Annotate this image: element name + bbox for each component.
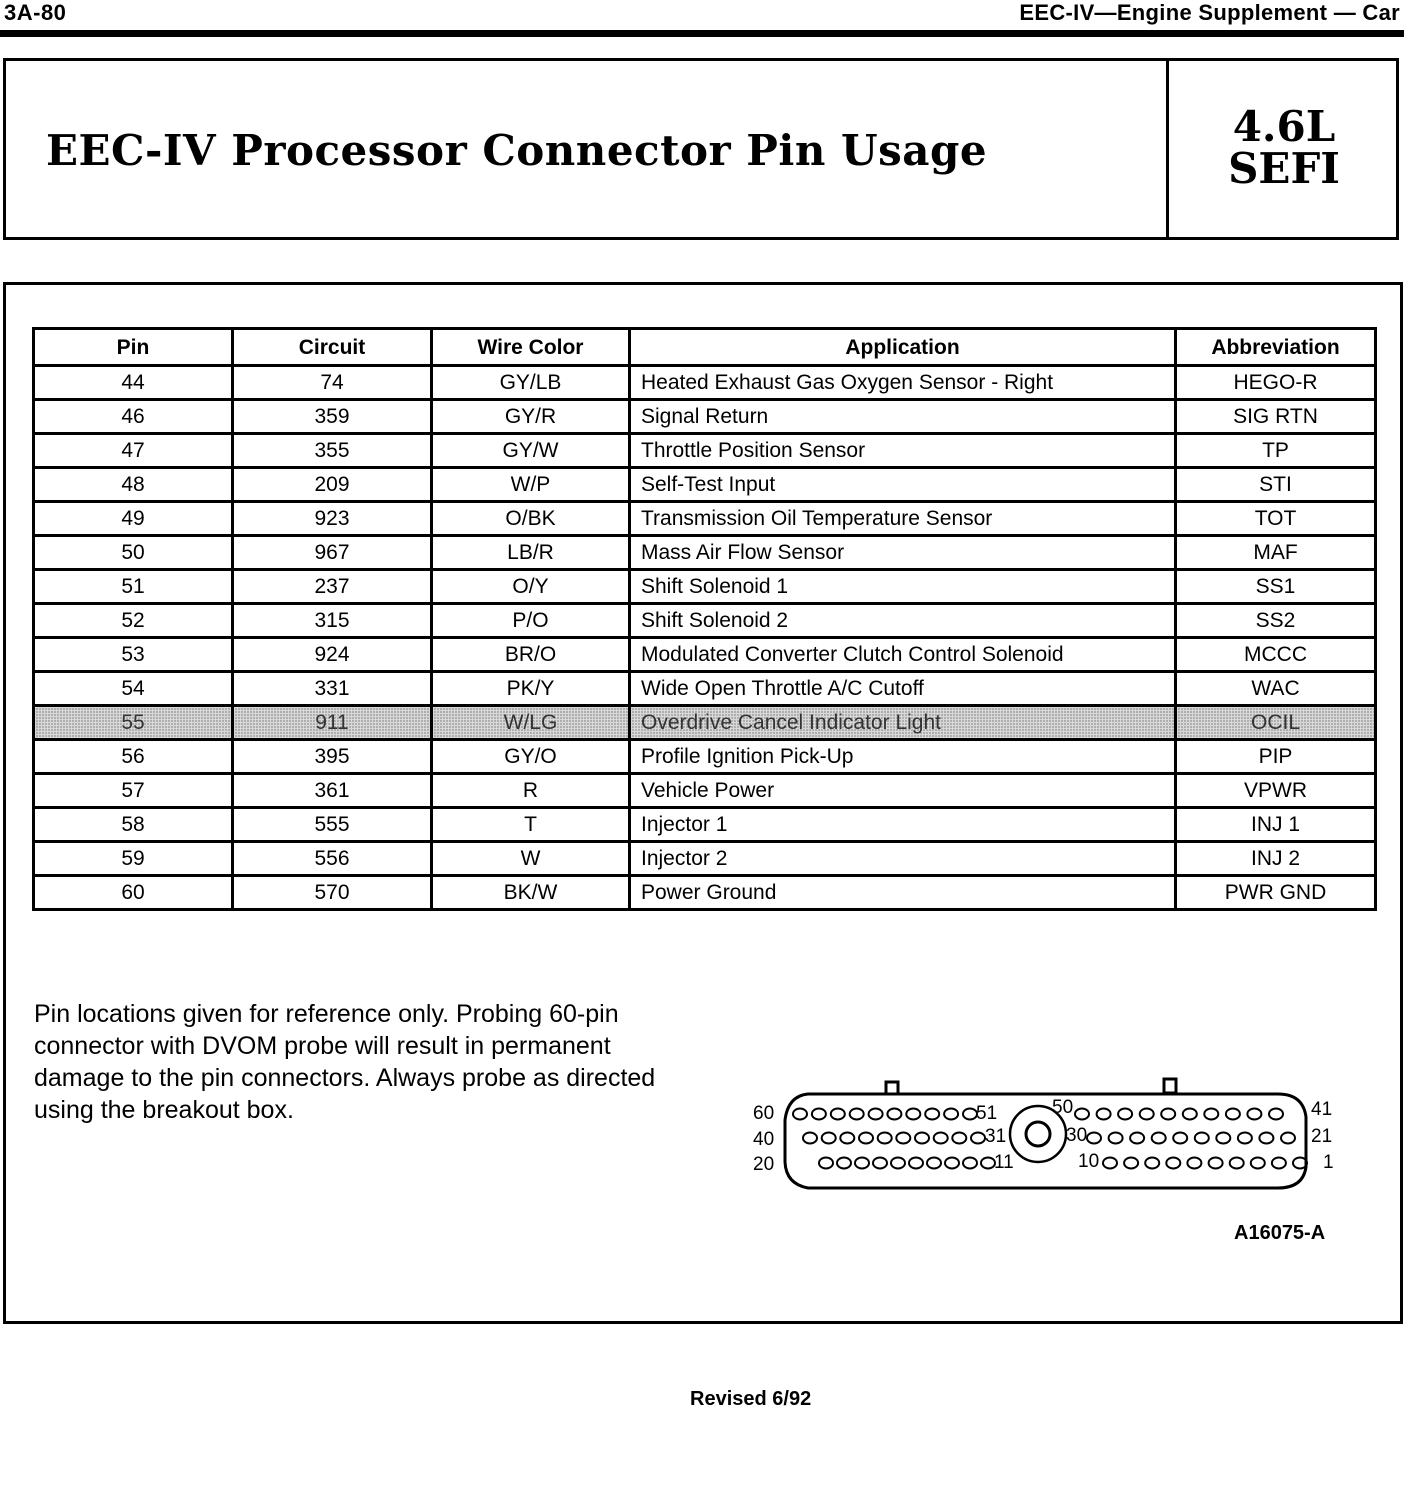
connector-label-40: 40 xyxy=(753,1129,775,1150)
engine-type: SEFI xyxy=(1228,144,1340,193)
pin-hole xyxy=(891,1158,905,1169)
pin-hole xyxy=(1087,1133,1101,1144)
cell-abbreviation: HEGO-R xyxy=(1176,366,1376,400)
page-title: EEC-IV Processor Connector Pin Usage xyxy=(46,126,988,175)
cell-abbreviation: INJ 2 xyxy=(1176,842,1376,876)
cell-pin: 52 xyxy=(34,604,233,638)
pin-hole xyxy=(1173,1133,1187,1144)
connector-label-21: 21 xyxy=(1311,1126,1333,1147)
header-rule xyxy=(0,30,1404,37)
column-header-application: Application xyxy=(630,329,1176,366)
pin-hole xyxy=(859,1133,873,1144)
cell-circuit: 355 xyxy=(233,434,432,468)
pin-hole xyxy=(873,1158,887,1169)
cell-application: Signal Return xyxy=(630,400,1176,434)
pin-hole xyxy=(831,1109,845,1120)
cell-circuit: 315 xyxy=(233,604,432,638)
cell-circuit: 911 xyxy=(233,706,432,740)
cell-wire-color: O/Y xyxy=(432,570,630,604)
pin-hole xyxy=(934,1133,948,1144)
cell-pin: 44 xyxy=(34,366,233,400)
pin-hole xyxy=(1230,1158,1244,1169)
pin-hole xyxy=(1272,1158,1286,1169)
pin-hole xyxy=(1204,1109,1218,1120)
page-number: 3A-80 xyxy=(4,0,67,25)
table-row xyxy=(34,366,1376,400)
pin-hole xyxy=(1109,1133,1123,1144)
cell-circuit: 209 xyxy=(233,468,432,502)
cell-abbreviation: PWR GND xyxy=(1176,876,1376,910)
connector-label-20: 20 xyxy=(753,1154,775,1175)
table-row xyxy=(34,842,1376,876)
pin-hole xyxy=(1226,1109,1240,1120)
table-row xyxy=(34,400,1376,434)
cell-application: Transmission Oil Temperature Sensor xyxy=(630,502,1176,536)
cell-application: Vehicle Power xyxy=(630,774,1176,808)
pin-hole xyxy=(1124,1158,1138,1169)
cell-wire-color: W/P xyxy=(432,468,630,502)
pin-hole xyxy=(878,1133,892,1144)
cell-circuit: 74 xyxy=(233,366,432,400)
pin-hole xyxy=(963,1109,977,1120)
cell-circuit: 555 xyxy=(233,808,432,842)
connector-label-41: 41 xyxy=(1311,1099,1333,1120)
cell-application: Shift Solenoid 2 xyxy=(630,604,1176,638)
cell-abbreviation: MCCC xyxy=(1176,638,1376,672)
cell-pin: 51 xyxy=(34,570,233,604)
pin-hole xyxy=(945,1158,959,1169)
table-row xyxy=(34,876,1376,910)
pin-hole xyxy=(1259,1133,1273,1144)
connector-label-10: 10 xyxy=(1078,1151,1100,1172)
connector-diagram xyxy=(748,1072,1348,1198)
pin-hole xyxy=(896,1133,910,1144)
pin-hole xyxy=(1183,1109,1197,1120)
pin-hole xyxy=(1187,1158,1201,1169)
column-header-pin: Pin xyxy=(34,329,233,366)
pin-hole xyxy=(1281,1133,1295,1144)
pin-hole xyxy=(1209,1158,1223,1169)
cell-wire-color: BK/W xyxy=(432,876,630,910)
figure-id: A16075-A xyxy=(1234,1222,1326,1244)
cell-abbreviation: SS1 xyxy=(1176,570,1376,604)
pin-hole xyxy=(1216,1133,1230,1144)
cell-application: Injector 1 xyxy=(630,808,1176,842)
pin-hole xyxy=(1140,1109,1154,1120)
cell-abbreviation: MAF xyxy=(1176,536,1376,570)
cell-pin: 49 xyxy=(34,502,233,536)
pin-hole xyxy=(927,1158,941,1169)
cell-circuit: 331 xyxy=(233,672,432,706)
cell-circuit: 395 xyxy=(233,740,432,774)
table-row xyxy=(34,536,1376,570)
cell-circuit: 570 xyxy=(233,876,432,910)
pin-hole xyxy=(837,1158,851,1169)
cell-wire-color: GY/O xyxy=(432,740,630,774)
connector-label-51: 51 xyxy=(976,1103,998,1124)
cell-abbreviation: STI xyxy=(1176,468,1376,502)
cell-pin: 47 xyxy=(34,434,233,468)
pin-hole xyxy=(1238,1133,1252,1144)
column-header-wire-color: Wire Color xyxy=(432,329,630,366)
table-row xyxy=(34,502,1376,536)
cell-application: Self-Test Input xyxy=(630,468,1176,502)
table-row xyxy=(34,706,1376,740)
cell-application: Power Ground xyxy=(630,876,1176,910)
pin-hole xyxy=(1097,1109,1111,1120)
cell-abbreviation: VPWR xyxy=(1176,774,1376,808)
cell-application: Throttle Position Sensor xyxy=(630,434,1176,468)
engine-code xyxy=(1169,102,1399,193)
pin-hole xyxy=(1251,1158,1265,1169)
cell-pin: 53 xyxy=(34,638,233,672)
pin-hole xyxy=(840,1133,854,1144)
cell-wire-color: W xyxy=(432,842,630,876)
table-row xyxy=(34,434,1376,468)
pin-hole xyxy=(1166,1158,1180,1169)
connector-tab-left xyxy=(886,1082,898,1094)
pin-hole xyxy=(1118,1109,1132,1120)
cell-abbreviation: TP xyxy=(1176,434,1376,468)
probing-note: Pin locations given for reference only. Probing 60-pin connector with DVOM probe will result in permanent damage to the pin connectors. Always probe as directed using the breakout box. xyxy=(34,1000,656,1124)
pin-hole xyxy=(869,1109,883,1120)
cell-wire-color: P/O xyxy=(432,604,630,638)
pin-hole xyxy=(1269,1109,1283,1120)
cell-abbreviation: SIG RTN xyxy=(1176,400,1376,434)
pin-hole xyxy=(1103,1158,1117,1169)
column-header-abbreviation: Abbreviation xyxy=(1176,329,1376,366)
pin-hole xyxy=(1075,1109,1089,1120)
cell-pin: 55 xyxy=(34,706,233,740)
table-header-row xyxy=(34,329,1376,366)
pin-hole xyxy=(822,1133,836,1144)
pin-hole xyxy=(1161,1109,1175,1120)
pin-hole xyxy=(1152,1133,1166,1144)
connector-label-50: 50 xyxy=(1052,1097,1074,1118)
cell-application: Wide Open Throttle A/C Cutoff xyxy=(630,672,1176,706)
cell-pin: 50 xyxy=(34,536,233,570)
table-row xyxy=(34,570,1376,604)
cell-application: Overdrive Cancel Indicator Light xyxy=(630,706,1176,740)
engine-displacement: 4.6L xyxy=(1232,102,1336,151)
cell-abbreviation: WAC xyxy=(1176,672,1376,706)
cell-circuit: 924 xyxy=(233,638,432,672)
cell-application: Modulated Converter Clutch Control Solenoid xyxy=(630,638,1176,672)
cell-wire-color: O/BK xyxy=(432,502,630,536)
cell-wire-color: GY/LB xyxy=(432,366,630,400)
cell-wire-color: T xyxy=(432,808,630,842)
pin-hole xyxy=(1195,1133,1209,1144)
cell-pin: 59 xyxy=(34,842,233,876)
cell-wire-color: W/LG xyxy=(432,706,630,740)
revision-footer: Revised 6/92 xyxy=(690,1388,812,1410)
pin-hole xyxy=(915,1133,929,1144)
cell-pin: 57 xyxy=(34,774,233,808)
table-row xyxy=(34,808,1376,842)
section-title: EEC-IV—Engine Supplement — Car xyxy=(1019,0,1400,25)
cell-pin: 54 xyxy=(34,672,233,706)
table-row xyxy=(34,774,1376,808)
cell-wire-color: BR/O xyxy=(432,638,630,672)
cell-abbreviation: TOT xyxy=(1176,502,1376,536)
table-row xyxy=(34,672,1376,706)
pin-hole xyxy=(1130,1133,1144,1144)
pin-hole xyxy=(887,1109,901,1120)
cell-wire-color: LB/R xyxy=(432,536,630,570)
cell-pin: 56 xyxy=(34,740,233,774)
table-row xyxy=(34,604,1376,638)
pin-hole xyxy=(944,1109,958,1120)
cell-application: Shift Solenoid 1 xyxy=(630,570,1176,604)
pin-hole xyxy=(855,1158,869,1169)
connector-label-30: 30 xyxy=(1066,1125,1088,1146)
pin-hole xyxy=(909,1158,923,1169)
pin-hole xyxy=(803,1133,817,1144)
cell-pin: 58 xyxy=(34,808,233,842)
pin-hole xyxy=(952,1133,966,1144)
cell-abbreviation: OCIL xyxy=(1176,706,1376,740)
connector-label-11: 11 xyxy=(994,1152,1014,1173)
pin-hole xyxy=(812,1109,826,1120)
cell-application: Heated Exhaust Gas Oxygen Sensor - Right xyxy=(630,366,1176,400)
pin-hole xyxy=(793,1109,807,1120)
pin-hole xyxy=(850,1109,864,1120)
cell-circuit: 237 xyxy=(233,570,432,604)
cell-application: Profile Ignition Pick-Up xyxy=(630,740,1176,774)
pin-hole xyxy=(906,1109,920,1120)
cell-abbreviation: INJ 1 xyxy=(1176,808,1376,842)
column-header-circuit: Circuit xyxy=(233,329,432,366)
connector-label-1: 1 xyxy=(1323,1152,1334,1173)
cell-circuit: 923 xyxy=(233,502,432,536)
pin-hole xyxy=(981,1158,995,1169)
cell-wire-color: R xyxy=(432,774,630,808)
pin-hole xyxy=(963,1158,977,1169)
pin-hole xyxy=(1247,1109,1261,1120)
connector-tab-right xyxy=(1164,1079,1176,1093)
pin-hole xyxy=(1145,1158,1159,1169)
cell-circuit: 359 xyxy=(233,400,432,434)
table-row xyxy=(34,740,1376,774)
cell-wire-color: GY/W xyxy=(432,434,630,468)
pin-hole xyxy=(819,1158,833,1169)
cell-wire-color: GY/R xyxy=(432,400,630,434)
cell-pin: 48 xyxy=(34,468,233,502)
cell-pin: 60 xyxy=(34,876,233,910)
pin-usage-table xyxy=(32,327,1377,911)
cell-circuit: 967 xyxy=(233,536,432,570)
pin-hole xyxy=(925,1109,939,1120)
pin-hole xyxy=(971,1133,985,1144)
cell-application: Mass Air Flow Sensor xyxy=(630,536,1176,570)
cell-circuit: 361 xyxy=(233,774,432,808)
connector-label-60: 60 xyxy=(753,1103,775,1124)
table-row xyxy=(34,638,1376,672)
cell-application: Injector 2 xyxy=(630,842,1176,876)
connector-label-31: 31 xyxy=(985,1126,1007,1147)
cell-circuit: 556 xyxy=(233,842,432,876)
cell-abbreviation: PIP xyxy=(1176,740,1376,774)
cell-abbreviation: SS2 xyxy=(1176,604,1376,638)
cell-pin: 46 xyxy=(34,400,233,434)
cell-wire-color: PK/Y xyxy=(432,672,630,706)
table-row xyxy=(34,468,1376,502)
